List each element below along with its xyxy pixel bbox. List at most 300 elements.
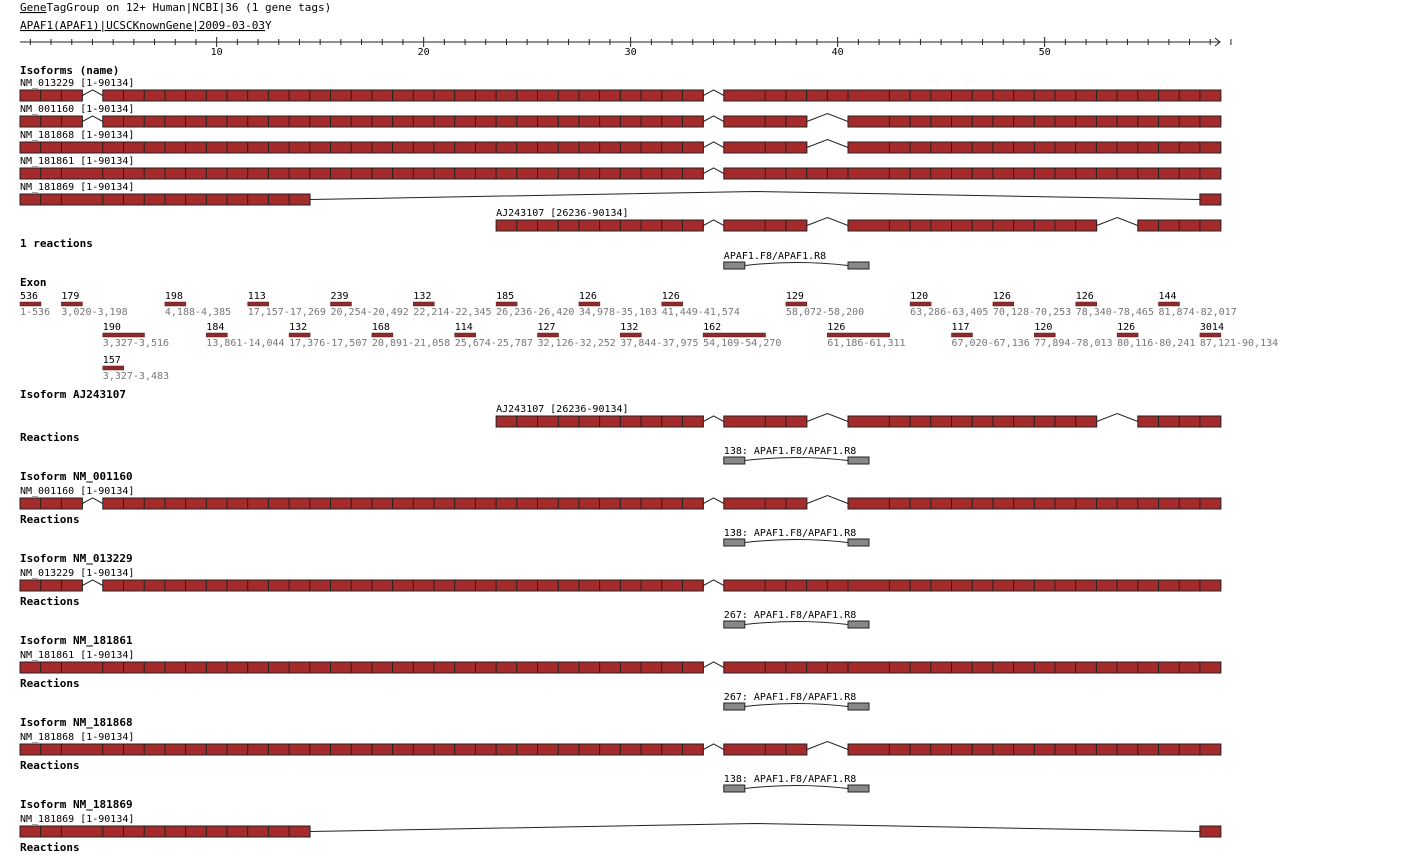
exon-block[interactable]	[1179, 142, 1200, 153]
exon-block[interactable]	[682, 744, 703, 755]
exon-block[interactable]	[558, 142, 579, 153]
exon-block[interactable]	[206, 90, 227, 101]
exon-block[interactable]	[475, 662, 496, 673]
exon-bar[interactable]	[786, 302, 807, 306]
exon-block[interactable]	[889, 168, 910, 179]
exon-block[interactable]	[186, 168, 207, 179]
exon-block[interactable]	[103, 142, 124, 153]
exon-block[interactable]	[434, 90, 455, 101]
exon-block[interactable]	[1055, 220, 1076, 231]
exon-block[interactable]	[517, 220, 538, 231]
exon-block[interactable]	[1179, 168, 1200, 179]
exon-block[interactable]	[1076, 116, 1097, 127]
exon-block[interactable]	[641, 116, 662, 127]
exon-block[interactable]	[641, 220, 662, 231]
exon-block[interactable]	[393, 744, 414, 755]
exon-block[interactable]	[993, 168, 1014, 179]
exon-block[interactable]	[248, 142, 269, 153]
exon-block[interactable]	[682, 116, 703, 127]
exon-block[interactable]	[538, 168, 559, 179]
exon-block[interactable]	[20, 744, 41, 755]
exon-block[interactable]	[993, 662, 1014, 673]
exon-block[interactable]	[952, 220, 973, 231]
exon-block[interactable]	[579, 142, 600, 153]
exon-bar[interactable]	[1159, 302, 1180, 306]
exon-block[interactable]	[1076, 220, 1097, 231]
exon-block[interactable]	[310, 116, 331, 127]
exon-block[interactable]	[103, 662, 124, 673]
exon-block[interactable]	[41, 168, 62, 179]
exon-block[interactable]	[1055, 744, 1076, 755]
exon-block[interactable]	[331, 116, 352, 127]
exon-block[interactable]	[579, 498, 600, 509]
exon-block[interactable]	[331, 498, 352, 509]
exon-block[interactable]	[351, 744, 372, 755]
exon-block[interactable]	[1014, 662, 1035, 673]
exon-block[interactable]	[186, 194, 207, 205]
exon-block[interactable]	[41, 90, 62, 101]
exon-block[interactable]	[41, 498, 62, 509]
exon-block[interactable]	[1200, 116, 1221, 127]
exon-block[interactable]	[206, 662, 227, 673]
exon-block[interactable]	[517, 416, 538, 427]
exon-block[interactable]	[662, 90, 683, 101]
exon-block[interactable]	[206, 142, 227, 153]
exon-block[interactable]	[889, 116, 910, 127]
gene-tag-link[interactable]: APAF1(APAF1)|UCSCKnownGene|2009-03-03	[20, 19, 266, 32]
exon-block[interactable]	[1096, 498, 1117, 509]
exon-block[interactable]	[434, 168, 455, 179]
exon-block[interactable]	[1200, 168, 1221, 179]
exon-block[interactable]	[496, 116, 517, 127]
exon-block[interactable]	[227, 744, 248, 755]
exon-block[interactable]	[910, 416, 931, 427]
exon-block[interactable]	[1076, 580, 1097, 591]
exon-block[interactable]	[475, 168, 496, 179]
exon-block[interactable]	[662, 662, 683, 673]
forward-primer[interactable]	[724, 703, 745, 710]
exon-block[interactable]	[20, 662, 41, 673]
exon-block[interactable]	[1034, 90, 1055, 101]
exon-block[interactable]	[1179, 662, 1200, 673]
exon-block[interactable]	[475, 142, 496, 153]
exon-block[interactable]	[848, 168, 890, 179]
exon-block[interactable]	[620, 168, 641, 179]
exon-block[interactable]	[1117, 498, 1138, 509]
exon-block[interactable]	[662, 116, 683, 127]
exon-block[interactable]	[1200, 580, 1221, 591]
forward-primer[interactable]	[724, 785, 745, 792]
exon-block[interactable]	[952, 744, 973, 755]
exon-block[interactable]	[682, 142, 703, 153]
exon-bar[interactable]	[103, 333, 145, 337]
exon-block[interactable]	[600, 168, 621, 179]
exon-block[interactable]	[1200, 90, 1221, 101]
exon-block[interactable]	[331, 662, 352, 673]
exon-block[interactable]	[1159, 116, 1180, 127]
exon-block[interactable]	[682, 662, 703, 673]
exon-block[interactable]	[889, 580, 910, 591]
exon-block[interactable]	[496, 90, 517, 101]
exon-block[interactable]	[1014, 116, 1035, 127]
exon-block[interactable]	[1159, 744, 1180, 755]
exon-block[interactable]	[372, 662, 393, 673]
exon-block[interactable]	[289, 744, 310, 755]
exon-block[interactable]	[372, 744, 393, 755]
exon-block[interactable]	[1179, 116, 1200, 127]
exon-block[interactable]	[413, 662, 434, 673]
exon-block[interactable]	[496, 168, 517, 179]
exon-block[interactable]	[517, 580, 538, 591]
exon-block[interactable]	[786, 168, 807, 179]
exon-block[interactable]	[144, 744, 165, 755]
exon-block[interactable]	[1117, 580, 1138, 591]
exon-block[interactable]	[103, 580, 124, 591]
exon-block[interactable]	[641, 662, 662, 673]
exon-block[interactable]	[434, 498, 455, 509]
exon-block[interactable]	[1179, 416, 1200, 427]
exon-block[interactable]	[910, 168, 931, 179]
exon-block[interactable]	[538, 90, 559, 101]
exon-block[interactable]	[517, 142, 538, 153]
exon-block[interactable]	[848, 116, 890, 127]
exon-block[interactable]	[165, 826, 186, 837]
exon-block[interactable]	[268, 744, 289, 755]
exon-block[interactable]	[662, 580, 683, 591]
exon-block[interactable]	[952, 416, 973, 427]
exon-block[interactable]	[579, 416, 600, 427]
exon-block[interactable]	[413, 498, 434, 509]
exon-block[interactable]	[165, 580, 186, 591]
exon-block[interactable]	[1159, 90, 1180, 101]
reaction-label[interactable]: 138: APAF1.F8/APAF1.R8	[723, 446, 857, 457]
exon-block[interactable]	[1055, 416, 1076, 427]
exon-block[interactable]	[600, 90, 621, 101]
gene-link[interactable]: Gene	[20, 1, 47, 14]
exon-block[interactable]	[61, 498, 82, 509]
reverse-primer[interactable]	[848, 539, 869, 546]
exon-block[interactable]	[848, 744, 890, 755]
exon-block[interactable]	[517, 168, 538, 179]
exon-block[interactable]	[268, 168, 289, 179]
exon-block[interactable]	[910, 662, 931, 673]
exon-block[interactable]	[434, 116, 455, 127]
exon-block[interactable]	[600, 416, 621, 427]
exon-block[interactable]	[538, 744, 559, 755]
exon-block[interactable]	[1200, 220, 1221, 231]
exon-block[interactable]	[331, 168, 352, 179]
isoform-label[interactable]	[20, 486, 134, 497]
isoform-label[interactable]	[20, 568, 134, 579]
exon-block[interactable]	[1014, 744, 1035, 755]
exon-block[interactable]	[206, 744, 227, 755]
exon-block[interactable]	[103, 194, 124, 205]
exon-block[interactable]	[517, 116, 538, 127]
exon-block[interactable]	[455, 90, 476, 101]
exon-block[interactable]	[1200, 194, 1221, 205]
exon-block[interactable]	[517, 90, 538, 101]
exon-block[interactable]	[662, 416, 683, 427]
exon-block[interactable]	[331, 90, 352, 101]
exon-block[interactable]	[662, 142, 683, 153]
exon-block[interactable]	[1159, 220, 1180, 231]
exon-block[interactable]	[765, 416, 786, 427]
exon-block[interactable]	[61, 826, 103, 837]
exon-block[interactable]	[620, 744, 641, 755]
exon-block[interactable]	[662, 220, 683, 231]
exon-block[interactable]	[662, 744, 683, 755]
exon-block[interactable]	[20, 826, 41, 837]
exon-block[interactable]	[1200, 142, 1221, 153]
exon-block[interactable]	[289, 580, 310, 591]
exon-block[interactable]	[558, 220, 579, 231]
exon-block[interactable]	[641, 142, 662, 153]
exon-block[interactable]	[165, 662, 186, 673]
reaction-label[interactable]: 138: APAF1.F8/APAF1.R8	[723, 528, 857, 539]
exon-block[interactable]	[972, 168, 993, 179]
exon-block[interactable]	[682, 220, 703, 231]
exon-bar[interactable]	[103, 366, 124, 370]
exon-bar[interactable]	[579, 302, 600, 306]
exon-block[interactable]	[1096, 116, 1117, 127]
exon-block[interactable]	[248, 744, 269, 755]
exon-block[interactable]	[227, 826, 248, 837]
exon-block[interactable]	[1014, 498, 1035, 509]
exon-block[interactable]	[248, 826, 269, 837]
exon-block[interactable]	[558, 416, 579, 427]
exon-block[interactable]	[103, 90, 124, 101]
exon-block[interactable]	[186, 498, 207, 509]
exon-block[interactable]	[227, 168, 248, 179]
exon-block[interactable]	[972, 220, 993, 231]
exon-block[interactable]	[931, 168, 952, 179]
exon-block[interactable]	[724, 498, 766, 509]
exon-block[interactable]	[641, 90, 662, 101]
reverse-primer[interactable]	[848, 457, 869, 464]
exon-block[interactable]	[848, 90, 890, 101]
exon-block[interactable]	[227, 142, 248, 153]
exon-block[interactable]	[20, 498, 41, 509]
exon-block[interactable]	[972, 90, 993, 101]
exon-block[interactable]	[475, 90, 496, 101]
exon-block[interactable]	[931, 90, 952, 101]
exon-block[interactable]	[1138, 168, 1159, 179]
exon-block[interactable]	[600, 220, 621, 231]
exon-block[interactable]	[41, 662, 62, 673]
exon-bar[interactable]	[1117, 333, 1138, 337]
exon-block[interactable]	[455, 580, 476, 591]
exon-block[interactable]	[1159, 168, 1180, 179]
exon-block[interactable]	[41, 116, 62, 127]
exon-block[interactable]	[165, 498, 186, 509]
exon-block[interactable]	[103, 498, 124, 509]
exon-block[interactable]	[1014, 220, 1035, 231]
exon-block[interactable]	[620, 416, 641, 427]
exon-block[interactable]	[165, 744, 186, 755]
exon-block[interactable]	[972, 116, 993, 127]
exon-block[interactable]	[455, 744, 476, 755]
exon-block[interactable]	[268, 826, 289, 837]
exon-block[interactable]	[144, 580, 165, 591]
exon-block[interactable]	[186, 580, 207, 591]
exon-block[interactable]	[103, 116, 124, 127]
exon-block[interactable]	[124, 168, 145, 179]
exon-block[interactable]	[558, 744, 579, 755]
exon-block[interactable]	[351, 168, 372, 179]
exon-block[interactable]	[786, 142, 807, 153]
exon-block[interactable]	[993, 416, 1014, 427]
exon-block[interactable]	[1117, 744, 1138, 755]
exon-block[interactable]	[1055, 580, 1076, 591]
exon-block[interactable]	[289, 90, 310, 101]
exon-block[interactable]	[289, 116, 310, 127]
exon-block[interactable]	[61, 580, 82, 591]
exon-block[interactable]	[434, 580, 455, 591]
exon-block[interactable]	[1096, 90, 1117, 101]
reaction-label[interactable]: 267: APAF1.F8/APAF1.R8	[723, 692, 857, 703]
exon-block[interactable]	[248, 498, 269, 509]
exon-block[interactable]	[765, 168, 786, 179]
exon-block[interactable]	[1055, 90, 1076, 101]
exon-block[interactable]	[993, 220, 1014, 231]
exon-block[interactable]	[206, 826, 227, 837]
exon-block[interactable]	[393, 498, 414, 509]
exon-block[interactable]	[931, 662, 952, 673]
exon-block[interactable]	[889, 90, 910, 101]
exon-block[interactable]	[393, 142, 414, 153]
exon-block[interactable]	[310, 90, 331, 101]
exon-block[interactable]	[972, 662, 993, 673]
exon-block[interactable]	[910, 142, 931, 153]
exon-block[interactable]	[413, 744, 434, 755]
exon-block[interactable]	[20, 116, 41, 127]
exon-bar[interactable]	[372, 333, 393, 337]
isoform-label[interactable]	[20, 732, 134, 743]
exon-block[interactable]	[786, 662, 807, 673]
exon-block[interactable]	[351, 90, 372, 101]
exon-block[interactable]	[206, 168, 227, 179]
exon-block[interactable]	[455, 116, 476, 127]
exon-block[interactable]	[620, 116, 641, 127]
exon-block[interactable]	[1200, 826, 1221, 837]
exon-block[interactable]	[475, 580, 496, 591]
reverse-primer[interactable]	[848, 785, 869, 792]
exon-block[interactable]	[124, 580, 145, 591]
exon-block[interactable]	[910, 744, 931, 755]
exon-block[interactable]	[393, 90, 414, 101]
exon-bar[interactable]	[662, 302, 683, 306]
exon-block[interactable]	[1179, 744, 1200, 755]
exon-block[interactable]	[103, 744, 124, 755]
exon-bar[interactable]	[952, 333, 973, 337]
exon-bar[interactable]	[289, 333, 310, 337]
exon-block[interactable]	[227, 498, 248, 509]
exon-block[interactable]	[620, 580, 641, 591]
exon-block[interactable]	[61, 744, 103, 755]
isoform-label[interactable]	[20, 130, 134, 141]
exon-block[interactable]	[682, 580, 703, 591]
exon-block[interactable]	[20, 168, 41, 179]
exon-block[interactable]	[1076, 142, 1097, 153]
exon-block[interactable]	[972, 416, 993, 427]
exon-bar[interactable]	[413, 302, 434, 306]
exon-block[interactable]	[1014, 580, 1035, 591]
exon-block[interactable]	[1076, 90, 1097, 101]
exon-block[interactable]	[310, 662, 331, 673]
exon-block[interactable]	[827, 168, 848, 179]
exon-block[interactable]	[558, 580, 579, 591]
exon-block[interactable]	[206, 116, 227, 127]
exon-block[interactable]	[724, 116, 766, 127]
exon-block[interactable]	[61, 142, 103, 153]
forward-primer[interactable]	[724, 621, 745, 628]
exon-block[interactable]	[931, 416, 952, 427]
exon-block[interactable]	[579, 90, 600, 101]
exon-block[interactable]	[910, 580, 931, 591]
exon-block[interactable]	[1014, 90, 1035, 101]
exon-block[interactable]	[993, 142, 1014, 153]
exon-block[interactable]	[517, 662, 538, 673]
exon-bar[interactable]	[61, 302, 82, 306]
exon-block[interactable]	[993, 498, 1014, 509]
exon-block[interactable]	[1096, 744, 1117, 755]
exon-block[interactable]	[61, 90, 82, 101]
exon-block[interactable]	[1034, 220, 1055, 231]
exon-block[interactable]	[496, 142, 517, 153]
exon-block[interactable]	[579, 168, 600, 179]
exon-block[interactable]	[931, 580, 952, 591]
exon-block[interactable]	[455, 168, 476, 179]
exon-block[interactable]	[910, 116, 931, 127]
exon-block[interactable]	[579, 220, 600, 231]
exon-block[interactable]	[20, 194, 41, 205]
exon-block[interactable]	[558, 90, 579, 101]
exon-block[interactable]	[434, 744, 455, 755]
exon-block[interactable]	[455, 498, 476, 509]
exon-bar[interactable]	[331, 302, 352, 306]
exon-block[interactable]	[372, 168, 393, 179]
forward-primer[interactable]	[724, 262, 745, 269]
exon-block[interactable]	[786, 116, 807, 127]
exon-block[interactable]	[227, 662, 248, 673]
exon-block[interactable]	[413, 168, 434, 179]
exon-block[interactable]	[351, 116, 372, 127]
exon-block[interactable]	[248, 90, 269, 101]
isoform-label[interactable]	[20, 182, 134, 193]
exon-block[interactable]	[289, 194, 310, 205]
exon-block[interactable]	[144, 498, 165, 509]
exon-block[interactable]	[1096, 662, 1117, 673]
exon-block[interactable]	[538, 580, 559, 591]
exon-block[interactable]	[600, 142, 621, 153]
exon-block[interactable]	[186, 142, 207, 153]
exon-block[interactable]	[165, 90, 186, 101]
exon-block[interactable]	[1076, 498, 1097, 509]
exon-block[interactable]	[786, 220, 807, 231]
exon-block[interactable]	[227, 580, 248, 591]
exon-block[interactable]	[1076, 744, 1097, 755]
exon-block[interactable]	[310, 498, 331, 509]
exon-block[interactable]	[1034, 498, 1055, 509]
exon-block[interactable]	[538, 662, 559, 673]
exon-block[interactable]	[124, 744, 145, 755]
exon-block[interactable]	[351, 498, 372, 509]
exon-block[interactable]	[124, 194, 145, 205]
exon-block[interactable]	[1034, 662, 1055, 673]
exon-block[interactable]	[724, 220, 766, 231]
exon-block[interactable]	[61, 168, 103, 179]
exon-block[interactable]	[786, 498, 807, 509]
